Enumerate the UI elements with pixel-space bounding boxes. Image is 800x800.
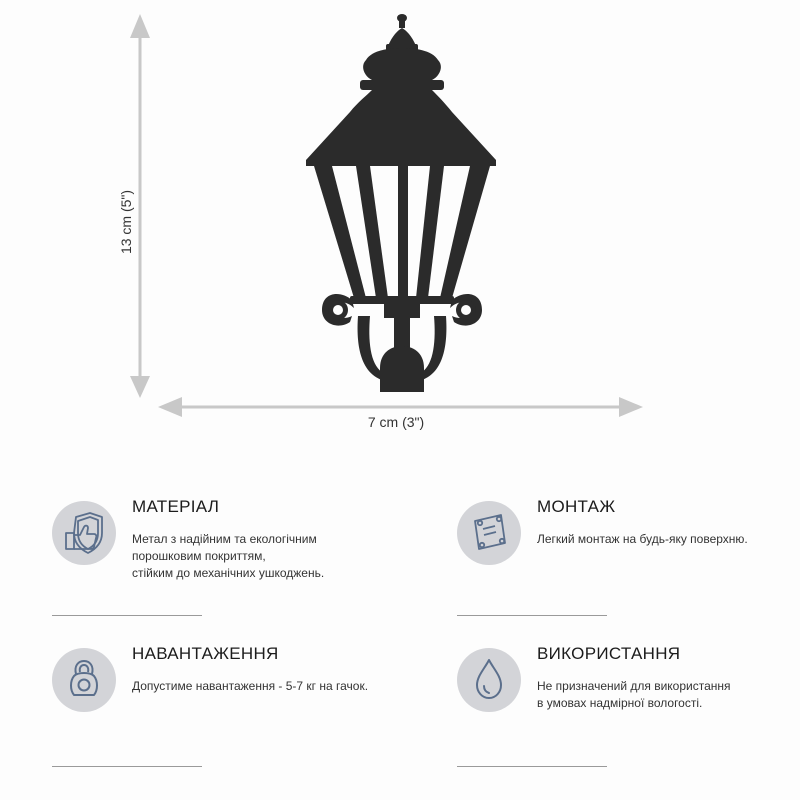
feature-divider [457,615,607,616]
mounting-plate-icon [457,501,521,565]
description-line: стійким до механічних ушкоджень. [132,566,325,580]
description-line: Допустиме навантаження - 5-7 кг на гачок. [132,679,369,693]
feature-material [52,497,392,621]
description-line: в умовах надмірної вологості. [537,696,703,710]
description-line: Метал з надійним та екологічним [132,532,317,546]
feature-mounting-title: МОНТАЖ [537,497,616,516]
feature-load-title: НАВАНТАЖЕННЯ [132,644,279,663]
feature-divider [52,766,202,767]
feature-usage [457,644,797,768]
height-dimension-label: 13 cm (5") [118,189,134,255]
feature-material-title: МАТЕРІАЛ [132,497,220,516]
shield-thumbs-up-icon [52,501,116,565]
feature-usage-title: ВИКОРИСТАННЯ [537,644,681,663]
kettlebell-icon [52,648,116,712]
feature-usage-description [537,678,797,712]
feature-material-description [132,531,392,582]
feature-load-description [132,678,392,695]
feature-mounting-description [537,531,797,548]
description-line: порошковим покриттям, [132,549,266,563]
feature-mounting [457,497,797,621]
description-line: Легкий монтаж на будь-яку поверхню. [537,532,748,546]
water-drop-icon [457,648,521,712]
feature-divider [52,615,202,616]
width-dimension-label: 7 cm (3") [367,414,425,430]
description-line: Не призначений для використання [537,679,731,693]
feature-divider [457,766,607,767]
feature-load [52,644,392,768]
